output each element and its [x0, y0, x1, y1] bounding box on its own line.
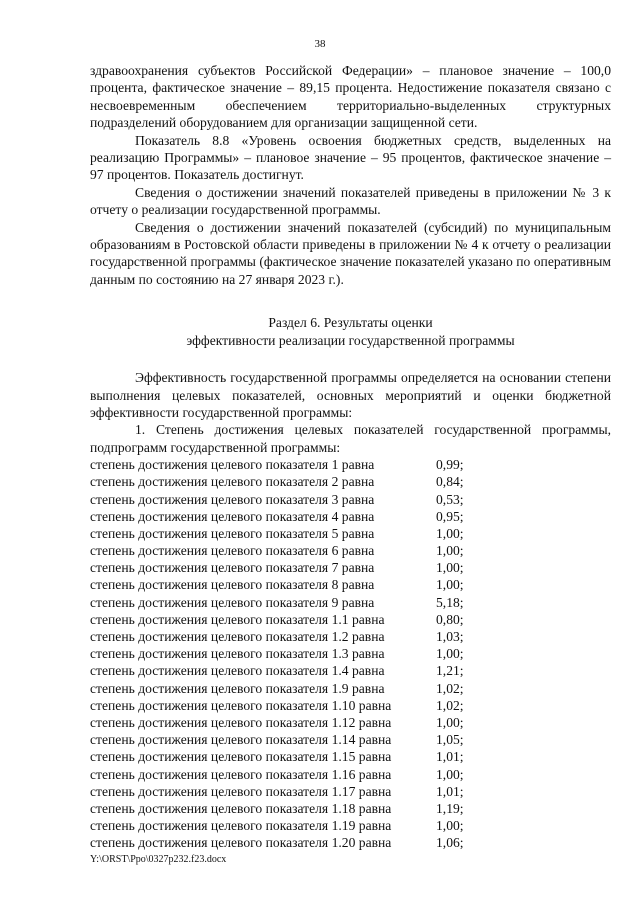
indicator-label: степень достижения целевого показателя 7 равна	[90, 560, 375, 576]
indicator-label: степень достижения целевого показателя 1.14 равна	[90, 732, 392, 748]
indicator-value: 1,00;	[436, 818, 464, 834]
indicator-value: 1,00;	[436, 525, 464, 541]
indicator-row	[90, 783, 611, 800]
indicator-label: степень достижения целевого показателя 1.15 равна	[90, 749, 392, 765]
indicator-label: степень достижения целевого показателя 1.3 равна	[90, 646, 385, 662]
indicator-label: степень достижения целевого показателя 9 равна	[90, 594, 375, 610]
indicator-value: 1,00;	[436, 543, 464, 559]
evaluation-paragraphs	[90, 369, 611, 456]
paragraph: здравоохранения субъектов Российской Федерации» – плановое значение – 100,0 процента, фактическое значение – 89,15 процента. Недостижение показателя связано с несвоевременным обеспечением территориально-выделенных структурных подразделений оборудованием для организации защищенной сети.	[90, 63, 611, 131]
indicator-row	[90, 731, 611, 748]
indicator-row	[90, 508, 611, 525]
indicator-row	[90, 628, 611, 645]
indicator-value: 0,80;	[436, 611, 464, 627]
indicator-label: степень достижения целевого показателя 2 равна	[90, 474, 375, 490]
indicator-value: 0,53;	[436, 491, 464, 507]
file-path-footer: Y:\ORST\Ppo\0327p232.f23.docx	[90, 854, 227, 865]
indicator-row	[90, 817, 611, 834]
indicator-label: степень достижения целевого показателя 5 равна	[90, 525, 375, 541]
indicator-label: степень достижения целевого показателя 1.20 равна	[90, 835, 392, 851]
indicator-label: степень достижения целевого показателя 1.17 равна	[90, 783, 392, 799]
indicator-label: степень достижения целевого показателя 1 равна	[90, 457, 375, 473]
indicator-value: 1,02;	[436, 680, 464, 696]
indicator-value: 1,02;	[436, 697, 464, 713]
indicator-row	[90, 645, 611, 662]
indicator-label: степень достижения целевого показателя 4 равна	[90, 508, 375, 524]
indicator-value: 1,19;	[436, 800, 464, 816]
indicator-value: 5,18;	[436, 594, 464, 610]
indicator-label: степень достижения целевого показателя 1.10 равна	[90, 697, 392, 713]
section-heading	[90, 314, 611, 349]
indicator-list	[90, 456, 611, 851]
indicator-row	[90, 748, 611, 765]
paragraph: Сведения о достижении значений показателей (субсидий) по муниципальным образованиям в Ростовской области приведены в приложении № 4 к отчету о реализации государственной программы (фактическое значение показателей указано по оперативным данным по состоянию на 27 января 2023 г.).	[90, 219, 611, 287]
indicator-label: степень достижения целевого показателя 8 равна	[90, 577, 375, 593]
indicator-label: степень достижения целевого показателя 6 равна	[90, 543, 375, 559]
document-body	[90, 62, 611, 851]
indicator-row	[90, 662, 611, 679]
indicator-value: 1,00;	[436, 577, 464, 593]
indicator-value: 1,01;	[436, 783, 464, 799]
indicator-row	[90, 680, 611, 697]
section-heading-line-2: эффективности реализации государственной программы	[186, 332, 515, 348]
indicator-label: степень достижения целевого показателя 1.2 равна	[90, 629, 385, 644]
indicator-label: степень достижения целевого показателя 1.19 равна	[90, 818, 392, 834]
indicator-row	[90, 491, 611, 508]
indicator-label: степень достижения целевого показателя 1.4 равна	[90, 663, 385, 679]
indicator-value: 0,99;	[436, 457, 464, 473]
indicator-row	[90, 456, 611, 473]
indicator-row	[90, 697, 611, 714]
indicator-row	[90, 559, 611, 576]
indicator-value: 1,00;	[436, 560, 464, 576]
indicator-value: 1,06;	[436, 835, 464, 851]
indicator-label: степень достижения целевого показателя 1.12 равна	[90, 714, 392, 730]
page-number: 38	[314, 38, 326, 50]
paragraph: Сведения о достижении значений показателей приведены в приложении № 3 к отчету о реализации государственной программы.	[90, 184, 611, 218]
indicator-value: 1,00;	[436, 714, 464, 730]
indicator-row	[90, 473, 611, 490]
indicator-value: 1,01;	[436, 749, 464, 765]
indicator-value: 1,00;	[436, 646, 464, 662]
indicator-row	[90, 594, 611, 611]
indicator-row	[90, 542, 611, 559]
indicator-row	[90, 766, 611, 783]
intro-paragraphs	[90, 62, 611, 288]
indicator-value: 1,00;	[436, 766, 464, 782]
indicator-value: 1,21;	[436, 663, 464, 679]
indicator-label: степень достижения целевого показателя 3 равна	[90, 491, 375, 507]
paragraph: Показатель 8.8 «Уровень освоения бюджетных средств, выделенных на реализацию Программы» – плановое значение – 95 процентов, фактическое значение – 97 процентов. Показатель достигнут.	[90, 132, 611, 183]
paragraph: Эффективность государственной программы определяется на основании степени выполнения целевых показателей, основных мероприятий и оценки бюджетной эффективности государственной программы:	[90, 370, 611, 420]
indicator-value: 1,05;	[436, 732, 464, 748]
indicator-label: степень достижения целевого показателя 1.9 равна	[90, 680, 385, 696]
indicator-row	[90, 834, 611, 851]
indicator-row	[90, 525, 611, 542]
indicator-row	[90, 800, 611, 817]
indicator-value: 1,03;	[436, 629, 464, 644]
indicator-row	[90, 714, 611, 731]
paragraph: 1. Степень достижения целевых показателей государственной программы, подпрограмм государственной программы:	[90, 422, 611, 455]
indicator-label: степень достижения целевого показателя 1.16 равна	[90, 766, 392, 782]
section-heading-line-1: Раздел 6. Результаты оценки	[268, 315, 433, 331]
indicator-label: степень достижения целевого показателя 1.1 равна	[90, 611, 385, 627]
indicator-row	[90, 576, 611, 593]
indicator-label: степень достижения целевого показателя 1.18 равна	[90, 800, 392, 816]
indicator-value: 0,84;	[436, 474, 464, 490]
indicator-value: 0,95;	[436, 508, 464, 524]
indicator-row	[90, 611, 611, 628]
